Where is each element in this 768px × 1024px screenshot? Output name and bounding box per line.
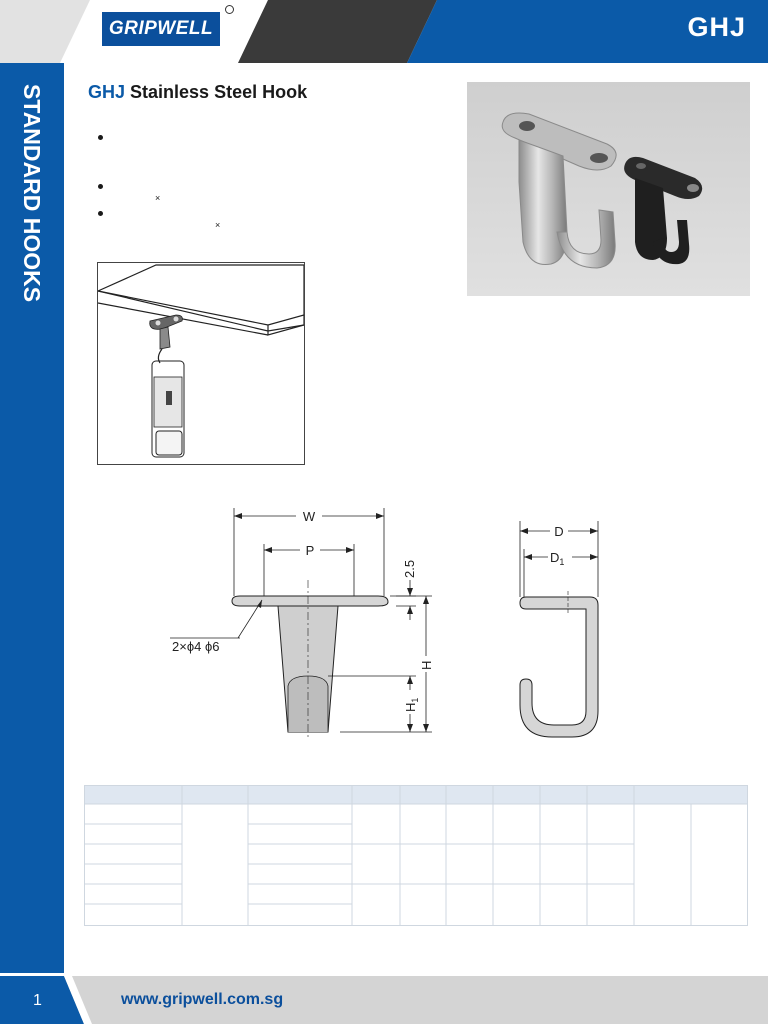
page-title bbox=[88, 82, 307, 103]
label-d: D bbox=[554, 524, 564, 539]
front-view-drawing bbox=[160, 500, 460, 750]
side-view-drawing bbox=[500, 515, 620, 745]
website-link[interactable]: www.gripwell.com.sg bbox=[121, 991, 284, 1008]
installation-drawing bbox=[98, 263, 304, 464]
installation-illustration bbox=[97, 262, 305, 465]
specification-table bbox=[84, 785, 748, 926]
registered-mark-icon bbox=[225, 5, 234, 14]
bullet-point bbox=[98, 184, 103, 189]
label-h1: $H_1$ bbox=[403, 697, 420, 712]
gripwell-logo: GRIPWELL bbox=[100, 10, 222, 48]
hook-photo-illustration bbox=[467, 82, 750, 296]
bullet-point bbox=[98, 135, 103, 140]
label-d1: $D_1$ bbox=[550, 550, 565, 567]
footer-banner bbox=[0, 976, 768, 1024]
bullet-point bbox=[98, 211, 103, 216]
title-code: GHJ bbox=[88, 82, 126, 102]
table-grid bbox=[85, 786, 747, 925]
label-holes: 2×ϕ4 ϕ6 bbox=[172, 639, 220, 654]
times-mark: × bbox=[155, 193, 161, 203]
label-h: H bbox=[419, 660, 434, 670]
label-w: W bbox=[302, 509, 316, 524]
times-mark: × bbox=[215, 220, 221, 230]
page-number: 1 bbox=[33, 992, 42, 1009]
label-thickness: 2.5 bbox=[402, 559, 417, 578]
title-text: Stainless Steel Hook bbox=[130, 82, 308, 102]
product-photo bbox=[467, 82, 750, 296]
sidebar-category-label: STANDARD HOOKS bbox=[19, 84, 45, 303]
product-code-header: GHJ bbox=[687, 12, 746, 42]
label-p: P bbox=[305, 543, 315, 558]
